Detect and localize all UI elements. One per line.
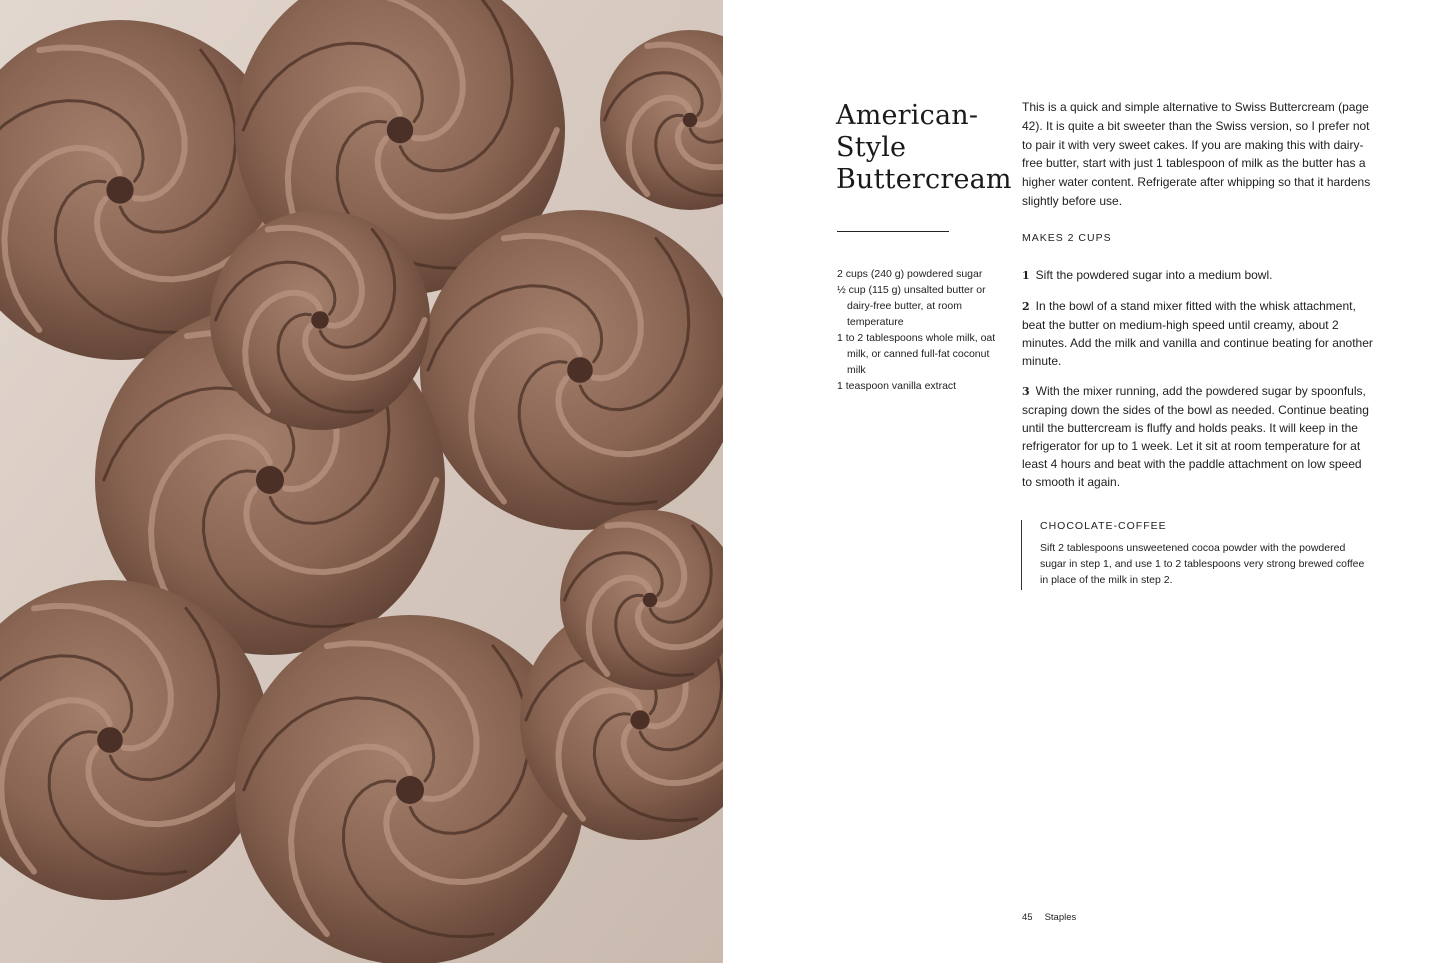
ingredient-list (837, 266, 1002, 394)
variation-box (1021, 520, 1390, 590)
recipe-title-line: Buttercream (836, 164, 1012, 195)
variation-title: CHOCOLATE-COFFEE (1040, 520, 1167, 532)
page-number: 45 (1022, 912, 1033, 923)
ingredient-item: 1 to 2 tablespoons whole milk, oat milk, or canned full-fat coconut milk (837, 332, 996, 376)
rosette-center (567, 357, 593, 383)
recipe-intro: This is a quick and simple alternative to Swiss Buttercream (page 42). It is quite a bit sweeter than the Swiss version, so I prefer not to pair it with very sweet cakes. If you are making this with dairy-free butter, start with just 1 tablespoon of milk as the butter has a higher water content. Refrigerate after whipping so that it hardens slightly before use. (1022, 100, 1371, 208)
method-steps (1022, 266, 1374, 503)
section-name: Staples (1044, 912, 1077, 923)
recipe-title-line: Style (836, 132, 907, 163)
method-step (1022, 266, 1374, 285)
recipe-title-line: American- (836, 100, 979, 131)
step-number: 2 (1022, 300, 1030, 313)
rosette-center (256, 466, 284, 494)
rosette-center (97, 727, 123, 753)
method-step (1022, 382, 1374, 491)
step-text: In the bowl of a stand mixer fitted with the whisk attachment, beat the butter on medium-high speed until creamy, about 2 minutes. Add the milk and vanilla and continue beating for another minute. (1022, 299, 1373, 368)
rosette-center (311, 311, 329, 329)
step-number: 3 (1022, 385, 1030, 398)
ingredient-item: 2 cups (240 g) powdered sugar (837, 268, 983, 280)
step-number: 1 (1022, 269, 1030, 282)
ingredient-item: ½ cup (115 g) unsalted butter or dairy-free butter, at room temperature (837, 284, 986, 328)
rosette-center (396, 776, 424, 804)
recipe-yield: MAKES 2 CUPS (1022, 232, 1112, 244)
page-footer (1022, 912, 1088, 923)
step-text: With the mixer running, add the powdered sugar by spoonfuls, scraping down the sides of the bowl as needed. Continue beating until the buttercream is fluffy and holds peaks. It will keep in the refrigerator for up to 1 week. Let it sit at room temperature for at least 4 hours and beat with the paddle attachment on low speed to smooth it again. (1022, 384, 1369, 489)
method-step (1022, 297, 1374, 370)
ingredient-item: 1 teaspoon vanilla extract (837, 380, 957, 392)
rosette-center (630, 710, 649, 729)
step-text: Sift the powdered sugar into a medium bowl. (1035, 268, 1273, 282)
variation-text: Sift 2 tablespoons unsweetened cocoa powder with the powdered sugar in step 1, and use 1 to 2 tablespoons very strong brewed coffee in place of the milk in step 2. (1040, 542, 1365, 586)
title-divider (837, 231, 949, 232)
rosette-center (106, 176, 133, 203)
recipe-title (836, 100, 1012, 196)
rosette-center (387, 117, 413, 143)
rosette-center (683, 113, 697, 127)
rosette-center (643, 593, 657, 607)
